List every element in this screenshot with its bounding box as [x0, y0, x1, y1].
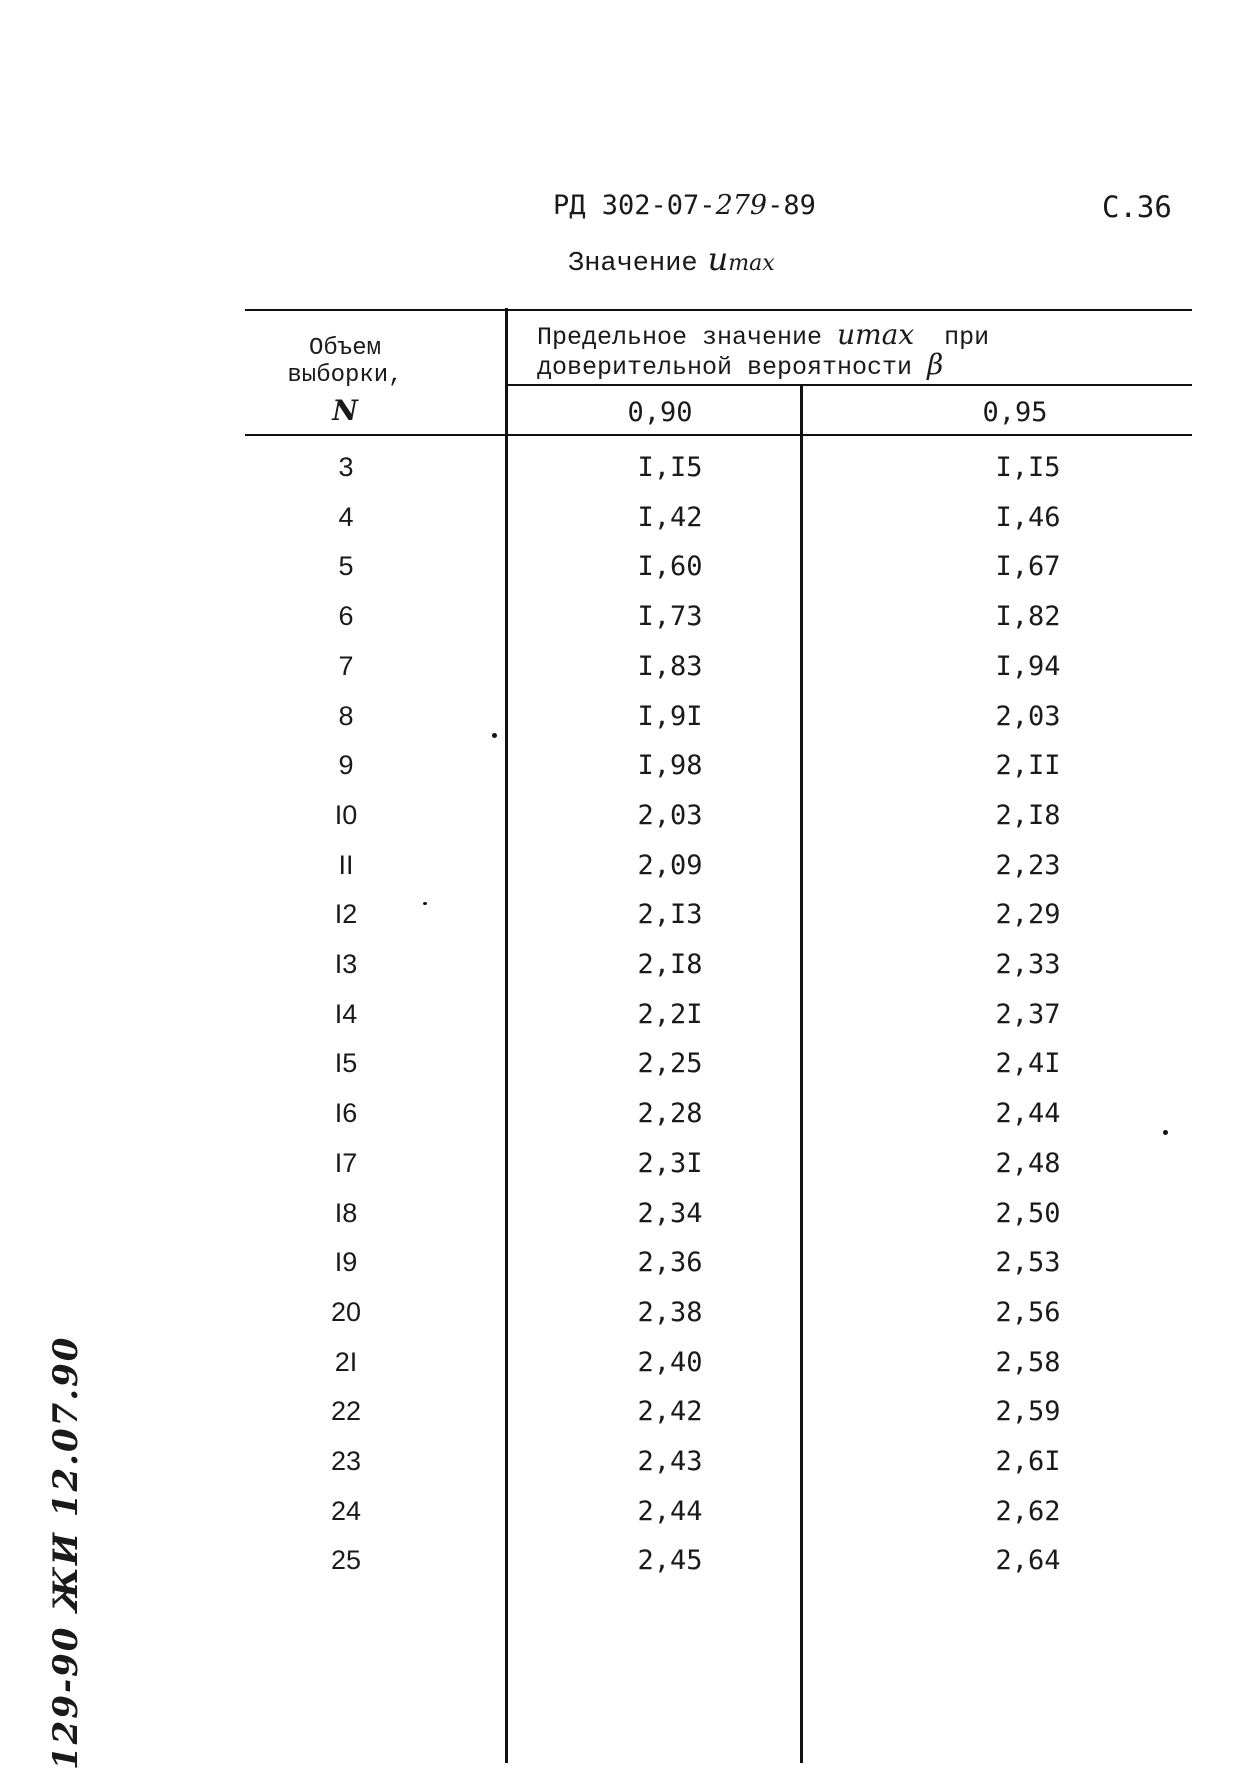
- doc-code-suffix: -89: [767, 190, 816, 221]
- beta-090: 0,90: [627, 397, 693, 428]
- sample-size-cell: 3: [338, 452, 354, 482]
- table-row: [0, 800, 1256, 840]
- value-095-cell: 2,23: [995, 850, 1061, 881]
- value-090-cell: 2,45: [637, 1545, 703, 1576]
- value-095-cell: 2,44: [995, 1098, 1061, 1129]
- table-row: [0, 949, 1256, 989]
- value-090-cell: I,I5: [637, 452, 703, 483]
- value-090-cell: I,73: [637, 601, 703, 632]
- sample-size-cell: I4: [334, 999, 358, 1029]
- value-090-cell: 2,I3: [637, 899, 703, 930]
- value-095-cell: 2,29: [995, 899, 1061, 930]
- value-095-cell: I,94: [995, 651, 1061, 682]
- value-090-cell: 2,40: [637, 1347, 703, 1378]
- beta-095: 0,95: [982, 397, 1048, 428]
- sample-size-cell: 6: [338, 601, 354, 631]
- value-095-cell: I,46: [995, 502, 1061, 533]
- value-095-cell: 2,37: [995, 999, 1061, 1030]
- table-row: [0, 1347, 1256, 1387]
- value-090-cell: I,42: [637, 502, 703, 533]
- sample-size-cell: 4: [338, 502, 354, 532]
- value-095-cell: 2,64: [995, 1545, 1061, 1576]
- value-095-cell: 2,II: [995, 750, 1061, 781]
- title-subscript: max: [728, 251, 775, 276]
- value-095-cell: 2,33: [995, 949, 1061, 980]
- table-row: [0, 899, 1256, 939]
- table-row: [0, 850, 1256, 890]
- sample-size-cell: I7: [334, 1148, 358, 1178]
- value-095-cell: 2,56: [995, 1297, 1061, 1328]
- title-text: Значение: [568, 249, 698, 279]
- doc-code-handwritten-number: 279: [715, 190, 768, 221]
- scan-speck: [1163, 1130, 1168, 1135]
- table-row: [0, 1198, 1256, 1238]
- sample-size-cell: I9: [334, 1247, 358, 1277]
- title-symbol: u: [707, 240, 729, 278]
- page-number: С.36: [1102, 190, 1172, 224]
- doc-code-prefix: РД 302-07-: [553, 190, 716, 221]
- header-line2: доверительной вероятности: [537, 353, 928, 382]
- value-095-cell: 2,6I: [995, 1446, 1061, 1477]
- sample-size-cell: I0: [334, 800, 358, 830]
- header-sample-size-label: Объем выборки,: [287, 335, 403, 389]
- table-row: [0, 750, 1256, 790]
- value-095-cell: I,67: [995, 551, 1061, 582]
- value-090-cell: I,60: [637, 551, 703, 582]
- value-090-cell: I,83: [637, 651, 703, 682]
- header-n-symbol: N: [332, 394, 358, 427]
- header-sample-size: [250, 335, 440, 427]
- value-095-cell: 2,53: [995, 1247, 1061, 1278]
- table-row: [0, 452, 1256, 492]
- table-row: [0, 1545, 1256, 1585]
- value-095-cell: 2,62: [995, 1496, 1061, 1527]
- table-row: [0, 1297, 1256, 1337]
- table-row: [0, 502, 1256, 542]
- value-095-cell: 2,59: [995, 1396, 1061, 1427]
- table-row: [0, 601, 1256, 641]
- value-090-cell: 2,34: [637, 1198, 703, 1229]
- table-row: [0, 999, 1256, 1039]
- value-090-cell: 2,09: [637, 850, 703, 881]
- sample-size-cell: 2I: [334, 1347, 358, 1377]
- table-row: [0, 651, 1256, 691]
- sample-size-cell: 22: [330, 1396, 362, 1426]
- table-row: [0, 1496, 1256, 1536]
- table-row: [0, 701, 1256, 741]
- value-090-cell: I,98: [637, 750, 703, 781]
- scan-speck: [423, 902, 427, 905]
- value-095-cell: 2,4I: [995, 1048, 1061, 1079]
- value-090-cell: 2,36: [637, 1247, 703, 1278]
- header-limit-value: [537, 318, 990, 382]
- sample-size-cell: 20: [330, 1297, 362, 1327]
- sample-size-cell: 23: [330, 1446, 362, 1476]
- table-row: [0, 1247, 1256, 1287]
- sample-size-cell: I6: [334, 1098, 358, 1128]
- sample-size-cell: 24: [330, 1496, 362, 1526]
- value-095-cell: I,I5: [995, 452, 1061, 483]
- header-bottom-rule: [245, 434, 1192, 436]
- value-090-cell: 2,28: [637, 1098, 703, 1129]
- sample-size-cell: I2: [334, 899, 358, 929]
- value-090-cell: 2,25: [637, 1048, 703, 1079]
- value-095-cell: 2,03: [995, 701, 1061, 732]
- value-095-cell: 2,48: [995, 1148, 1061, 1179]
- value-090-cell: 2,03: [637, 800, 703, 831]
- value-090-cell: 2,44: [637, 1496, 703, 1527]
- value-090-cell: 2,2I: [637, 999, 703, 1030]
- sample-size-cell: 9: [338, 750, 354, 780]
- header-umax-symbol: umax: [837, 318, 915, 351]
- header-line1-end: при: [914, 323, 990, 352]
- sample-size-cell: 25: [330, 1545, 362, 1575]
- table-top-rule: [245, 309, 1192, 311]
- table-row: [0, 1446, 1256, 1486]
- value-090-cell: I,9I: [637, 701, 703, 732]
- value-095-cell: 2,58: [995, 1347, 1061, 1378]
- table-row: [0, 1148, 1256, 1188]
- value-090-cell: 2,I8: [637, 949, 703, 980]
- sample-size-cell: II: [338, 850, 354, 880]
- value-095-cell: 2,50: [995, 1198, 1061, 1229]
- sample-size-cell: I5: [334, 1048, 358, 1078]
- table-row: [0, 1048, 1256, 1088]
- value-090-cell: 2,3I: [637, 1148, 703, 1179]
- sample-size-cell: I8: [334, 1198, 358, 1228]
- header-beta-symbol: β: [927, 348, 944, 381]
- margin-handwritten-note: 129-90 ЖИ 12.07.90: [46, 1335, 86, 1770]
- scan-speck: [492, 733, 497, 738]
- value-090-cell: 2,38: [637, 1297, 703, 1328]
- sample-size-cell: 5: [338, 551, 354, 581]
- sample-size-cell: 8: [338, 701, 354, 731]
- table-title: [568, 240, 775, 279]
- table-row: [0, 551, 1256, 591]
- sample-size-cell: I3: [334, 949, 358, 979]
- header-line1: Предельное значение: [537, 323, 838, 352]
- value-090-cell: 2,42: [637, 1396, 703, 1427]
- header-mid-rule: [507, 384, 1192, 386]
- value-090-cell: 2,43: [637, 1446, 703, 1477]
- document-code: [553, 190, 816, 221]
- value-095-cell: I,82: [995, 601, 1061, 632]
- value-095-cell: 2,I8: [995, 800, 1061, 831]
- table-row: [0, 1098, 1256, 1138]
- table-row: [0, 1396, 1256, 1436]
- sample-size-cell: 7: [338, 651, 354, 681]
